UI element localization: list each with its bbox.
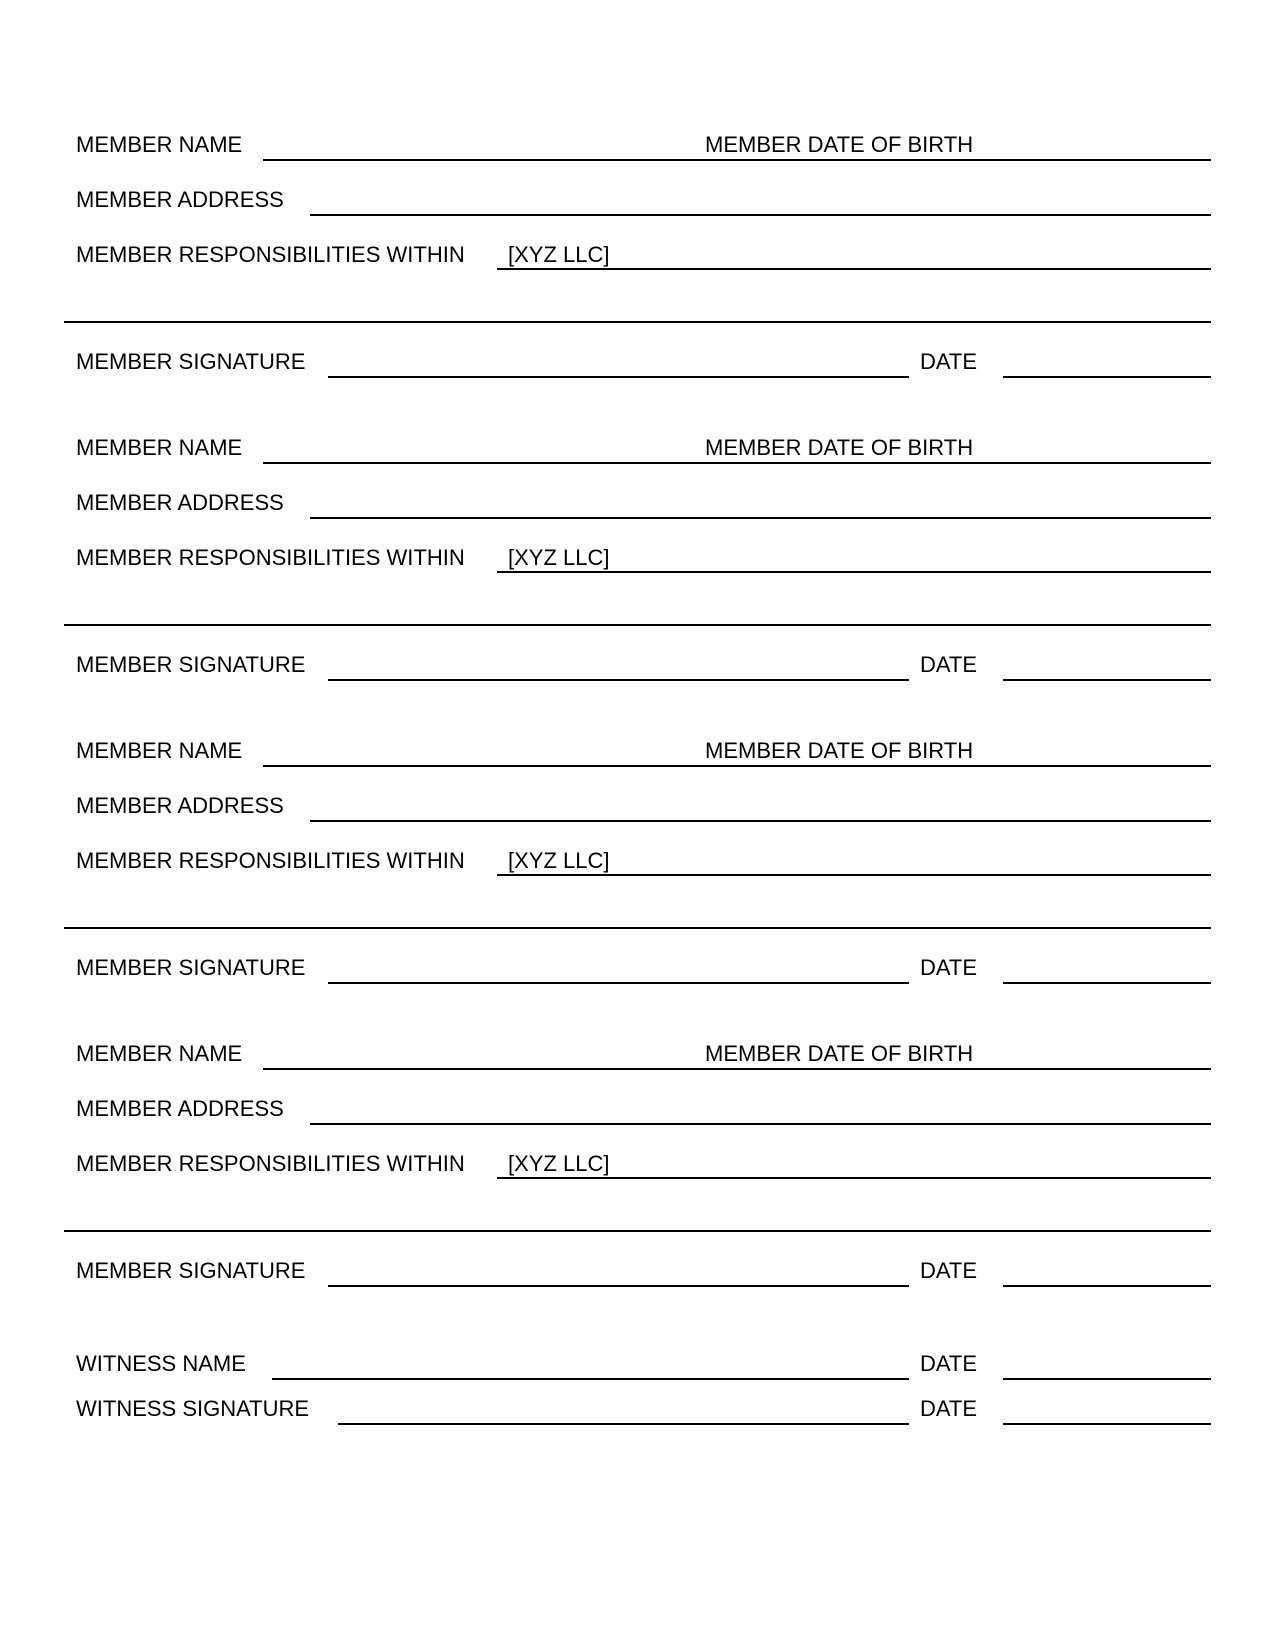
member-responsibilities-label: MEMBER RESPONSIBILITIES WITHIN [76,1151,465,1176]
member-dob-label: MEMBER DATE OF BIRTH [705,435,974,460]
company-placeholder: [XYZ LLC] [508,242,610,267]
member-responsibilities-field[interactable] [497,1177,1211,1179]
member-name-label: MEMBER NAME [76,1041,243,1066]
member-responsibilities-label: MEMBER RESPONSIBILITIES WITHIN [76,545,465,570]
member-block [0,0,1275,374]
witness-signature-date-label: DATE [920,1396,978,1421]
member-name-label: MEMBER NAME [76,435,243,460]
member-name-field[interactable] [263,765,1211,767]
member-signature-date-label: DATE [920,652,978,677]
member-responsibilities-field[interactable] [497,268,1211,270]
member-responsibilities-continuation-field[interactable] [64,1230,1211,1232]
member-block [0,909,1275,1283]
company-placeholder: [XYZ LLC] [508,848,610,873]
member-name-field[interactable] [263,1068,1211,1070]
member-name-field[interactable] [263,462,1211,464]
member-signature-label: MEMBER SIGNATURE [76,349,306,374]
member-name-label: MEMBER NAME [76,738,243,763]
witness-signature-field[interactable] [338,1423,909,1425]
member-responsibilities-field[interactable] [497,571,1211,573]
member-block [0,606,1275,980]
member-signature-date-field[interactable] [1003,1285,1211,1287]
member-responsibilities-label: MEMBER RESPONSIBILITIES WITHIN [76,848,465,873]
member-responsibilities-label: MEMBER RESPONSIBILITIES WITHIN [76,242,465,267]
witness-name-field[interactable] [272,1378,909,1380]
member-signature-label: MEMBER SIGNATURE [76,652,306,677]
member-dob-label: MEMBER DATE OF BIRTH [705,132,974,157]
member-address-label: MEMBER ADDRESS [76,1096,284,1121]
member-address-label: MEMBER ADDRESS [76,187,284,212]
member-signature-date-label: DATE [920,349,978,374]
member-address-field[interactable] [310,517,1211,519]
member-name-field[interactable] [263,159,1211,161]
member-responsibilities-field[interactable] [497,874,1211,876]
member-block [0,303,1275,677]
member-signature-date-label: DATE [920,1258,978,1283]
company-placeholder: [XYZ LLC] [508,1151,610,1176]
member-address-label: MEMBER ADDRESS [76,490,284,515]
member-signature-label: MEMBER SIGNATURE [76,1258,306,1283]
member-address-field[interactable] [310,214,1211,216]
witness-name-label: WITNESS NAME [76,1351,246,1376]
member-signature-date-label: DATE [920,955,978,980]
member-name-label: MEMBER NAME [76,132,243,157]
witness-name-date-label: DATE [920,1351,978,1376]
member-signature-label: MEMBER SIGNATURE [76,955,306,980]
member-dob-label: MEMBER DATE OF BIRTH [705,1041,974,1066]
witness-name-date-field[interactable] [1003,1378,1211,1380]
member-signature-field[interactable] [328,1285,909,1287]
member-address-label: MEMBER ADDRESS [76,793,284,818]
company-placeholder: [XYZ LLC] [508,545,610,570]
member-address-field[interactable] [310,820,1211,822]
witness-signature-date-field[interactable] [1003,1423,1211,1425]
member-dob-label: MEMBER DATE OF BIRTH [705,738,974,763]
member-address-field[interactable] [310,1123,1211,1125]
witness-signature-label: WITNESS SIGNATURE [76,1396,310,1421]
